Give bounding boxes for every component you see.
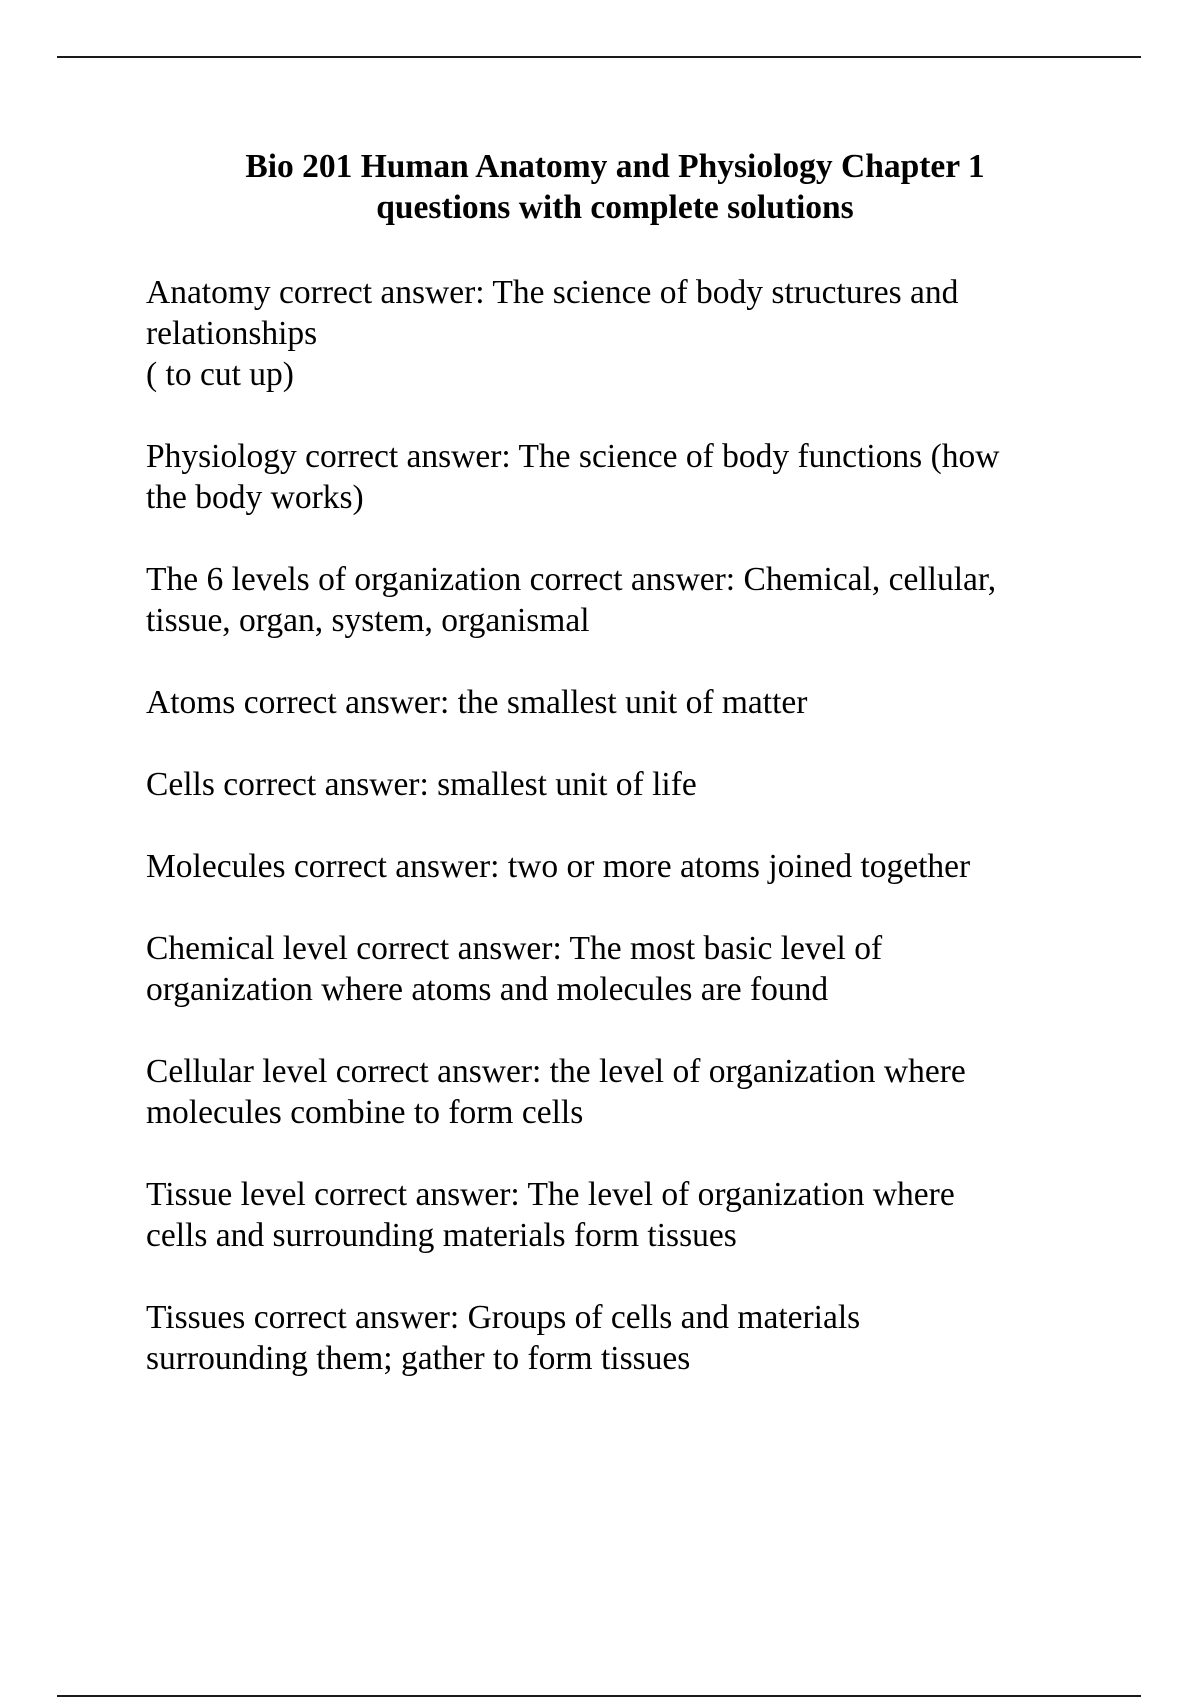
title-line-2: questions with complete solutions [376,189,854,226]
qa-entry-atoms: Atoms correct answer: the smallest unit of matter [146,684,808,721]
top-divider [57,56,1141,58]
qa-list [146,272,1106,1420]
qa-entry-chemical-level: Chemical level correct answer: The most basic level of organization where atoms and molecules are found [146,930,883,1008]
title-line-1: Bio 201 Human Anatomy and Physiology Chapter 1 [245,148,985,185]
qa-entry-tissue-level: Tissue level correct answer: The level of organization where cells and surrounding materials form tissues [146,1176,955,1254]
qa-entry-cells: Cells correct answer: smallest unit of life [146,766,697,803]
qa-entry-anatomy: Anatomy correct answer: The science of body structures and relationships ( to cut up) [146,274,959,393]
qa-entry-cellular-level: Cellular level correct answer: the level of organization where molecules combine to form cells [146,1053,966,1131]
qa-entry-physiology: Physiology correct answer: The science of body functions (how the body works) [146,438,1000,516]
page-title [140,146,1090,228]
qa-entry-molecules: Molecules correct answer: two or more atoms joined together [146,848,971,885]
bottom-divider [57,1695,1141,1697]
qa-entry-tissues: Tissues correct answer: Groups of cells and materials surrounding them; gather to form tissues [146,1299,861,1377]
qa-entry-levels-of-organization: The 6 levels of organization correct answer: Chemical, cellular, tissue, organ, system, organismal [146,561,997,639]
